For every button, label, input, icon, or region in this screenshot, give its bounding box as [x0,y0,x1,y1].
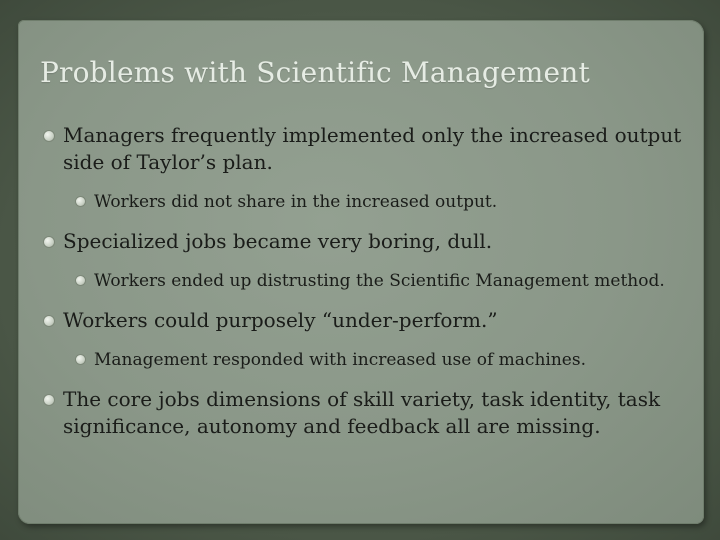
sub-bullet-text: Workers ended up distrusting the Scientific Management method. [94,271,665,291]
slide-title: Problems with Scientific Management [40,56,590,89]
sub-bullet-item [76,269,690,293]
bullet-text: Specialized jobs became very boring, dull. [63,229,493,253]
bullet-text: Workers could purposely “under-perform.” [63,308,498,332]
round-bullet-icon [44,237,54,247]
round-bullet-icon [76,197,85,206]
sub-bullet-text: Management responded with increased use of machines. [94,350,586,370]
round-bullet-icon [44,395,54,405]
round-bullet-icon [76,276,85,285]
sub-bullet-text: Workers did not share in the increased output. [94,192,498,212]
bullet-text: The core jobs dimensions of skill variety, task identity, task significance, autonomy and feedback all are missing. [63,387,661,438]
bullet-item [44,386,690,440]
round-bullet-icon [44,316,54,326]
bullet-item [44,122,690,176]
bullet-list [44,122,690,454]
bullet-text: Managers frequently implemented only the increased output side of Taylor’s plan. [63,123,682,174]
bullet-item [44,307,690,334]
sub-bullet-item [76,190,690,214]
round-bullet-icon [76,355,85,364]
sub-bullet-item [76,348,690,372]
round-bullet-icon [44,131,54,141]
bullet-item [44,228,690,255]
